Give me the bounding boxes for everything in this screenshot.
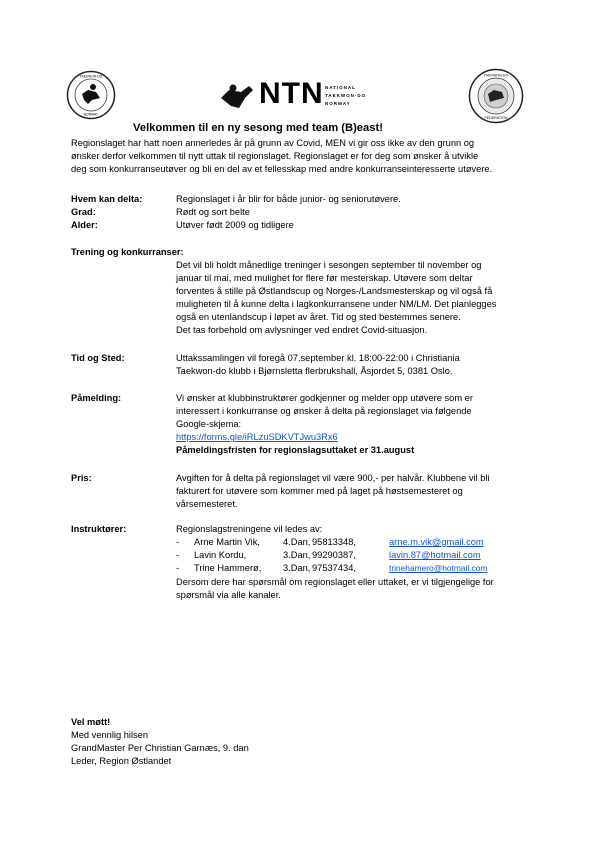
instructor-grade: 4.Dan, (283, 537, 311, 547)
pamelding-line: Vi ønsker at klubbinstruktører godkjenner og melder opp utøvere som er (176, 393, 473, 403)
trening-line: Det vil bli holdt månedlige treninger i sesongen september til november og (176, 260, 482, 270)
intro-line: deg som konkurranseutøver og bli en del av et fellesskap med andre konkurranseinteresserte utøvere. (71, 164, 493, 174)
instructor-email[interactable]: trinehamero@hotmail.com (389, 563, 488, 573)
instructor-dash: - (176, 563, 180, 573)
signoff-line: Leder, Region Østlandet (71, 756, 172, 766)
google-form-link[interactable]: https://forms.gle/iRLzuSDKVTJwu3Rx6 (176, 432, 338, 442)
instructor-name: Arne Martin Vik, (194, 537, 260, 547)
ntn-line-2: TAEKWON-DO (325, 93, 367, 98)
trening-label: Trening og konkurranser: (71, 247, 184, 257)
ntn-line-1: NATIONAL (325, 85, 356, 90)
instructor-name: Lavin Kordu, (194, 550, 247, 560)
pamelding-label: Påmelding: (71, 393, 122, 403)
tid-text (176, 352, 460, 378)
pris-line: Avgiften for å delta på regionslaget vil være 900,- per halvår. Klubbene vil bli (176, 473, 490, 483)
trening-line: forventes å stille på Østlandscup og Norges-/Landsmesterskap og vil også få (176, 286, 493, 296)
instruktorer-label: Instruktører: (71, 524, 127, 534)
intro-line: Regionslaget har hatt noen annerledes år på grunn av Covid, MEN vi gir oss ikke av den grunn og (71, 138, 475, 148)
svg-text:TAEKWON-DO: TAEKWON-DO (483, 73, 509, 78)
ntn-line-3: NORWAY (325, 101, 351, 106)
logo-itf-right (468, 68, 524, 124)
trening-text (176, 259, 496, 337)
logo-ntd-left (66, 70, 116, 120)
tid-line: Uttakssamlingen vil foregå 07.september kl. 18:00-22:00 i Christiania (176, 353, 460, 363)
grad-label: Grad: (71, 207, 96, 217)
pamelding-line: Google-skjema: (176, 419, 242, 429)
instructor-grade: 3.Dan, (283, 563, 311, 573)
instructor-grade: 3.Dan, (283, 550, 311, 560)
instructor-phone: 97537434, (312, 563, 356, 573)
trening-line: muligheten til å kunne delta i lagkonkurransene under NM/LM. Det planlegges (176, 299, 497, 309)
svg-text:TAEKWON-DO: TAEKWON-DO (79, 74, 103, 79)
page-title: Velkommen til en ny sesong med team (B)east! (133, 122, 383, 134)
grad-value: Rødt og sort belte (176, 207, 250, 217)
svg-text:FEDERATION: FEDERATION (484, 116, 508, 120)
trening-line: januar til mai, med mulighet for flere før mesterskap. Utøvere som deltar (176, 273, 473, 283)
instructor-phone: 95813348, (312, 537, 356, 547)
signoff-line: GrandMaster Per Christian Garnæs, 9. dan (71, 743, 249, 753)
deadline-text: Påmeldingsfristen for regionslagsuttaket er 31.august (176, 445, 415, 455)
trening-line: også en utenlandscup i løpet av året. Tid og sted bestemmes senere. (176, 312, 461, 322)
pris-label: Pris: (71, 473, 92, 483)
logo-ntn-center (219, 78, 369, 114)
alder-label: Alder: (71, 220, 98, 230)
instructor-name: Trine Hammerø, (194, 563, 262, 573)
closing-line: spørsmål via alle kanaler. (176, 590, 281, 600)
intro-line: ønsker derfor velkommen til nytt uttak til regionslaget. Regionslaget er for deg som ønsker å utvikle (71, 151, 479, 161)
signoff-block (71, 729, 249, 768)
svg-text:NORWAY: NORWAY (83, 112, 99, 117)
tid-label: Tid og Sted: (71, 353, 125, 363)
closing-line: Dersom dere har spørsmål om regionslaget eller uttaket, er vi tilgjengelige for (176, 577, 494, 587)
pris-text (176, 472, 490, 511)
pamelding-line: interessert i konkurranse og ønsker å delta på regionslaget via følgende (176, 406, 472, 416)
hvem-label: Hvem kan delta: (71, 194, 143, 204)
tid-line: Taekwon-do klubb i Bjørnsletta flerbrukshall, Åsjordet 5, 0381 Oslo. (176, 366, 453, 376)
alder-value: Utøver født 2009 og tidligere (176, 220, 294, 230)
pris-line: fakturert for utøvere som kommer med på laget på høstsemesteret og (176, 486, 463, 496)
instruktorer-closing (176, 576, 494, 602)
instruktorer-intro: Regionslagstreningene vil ledes av: (176, 524, 323, 534)
fighter-icon (219, 80, 255, 112)
signoff-greeting: Vel møtt! (71, 717, 111, 727)
instructor-email[interactable]: arne.m.vik@gmail.com (389, 537, 484, 547)
pamelding-text (176, 392, 473, 457)
instructor-dash: - (176, 537, 180, 547)
intro-paragraph (71, 137, 492, 176)
instructor-dash: - (176, 550, 180, 560)
trening-line: Det tas forbehold om avlysninger ved endret Covid-situasjon. (176, 325, 428, 335)
pris-line: vårsemesteret. (176, 499, 238, 509)
instructor-phone: 99290387, (312, 550, 356, 560)
signoff-line: Med vennlig hilsen (71, 730, 149, 740)
ntn-mark: NTN (259, 77, 324, 110)
hvem-value: Regionslaget i år blir for både junior- og seniorutøvere. (176, 194, 401, 204)
instructor-email[interactable]: lavin.87@hotmail.com (389, 550, 481, 560)
